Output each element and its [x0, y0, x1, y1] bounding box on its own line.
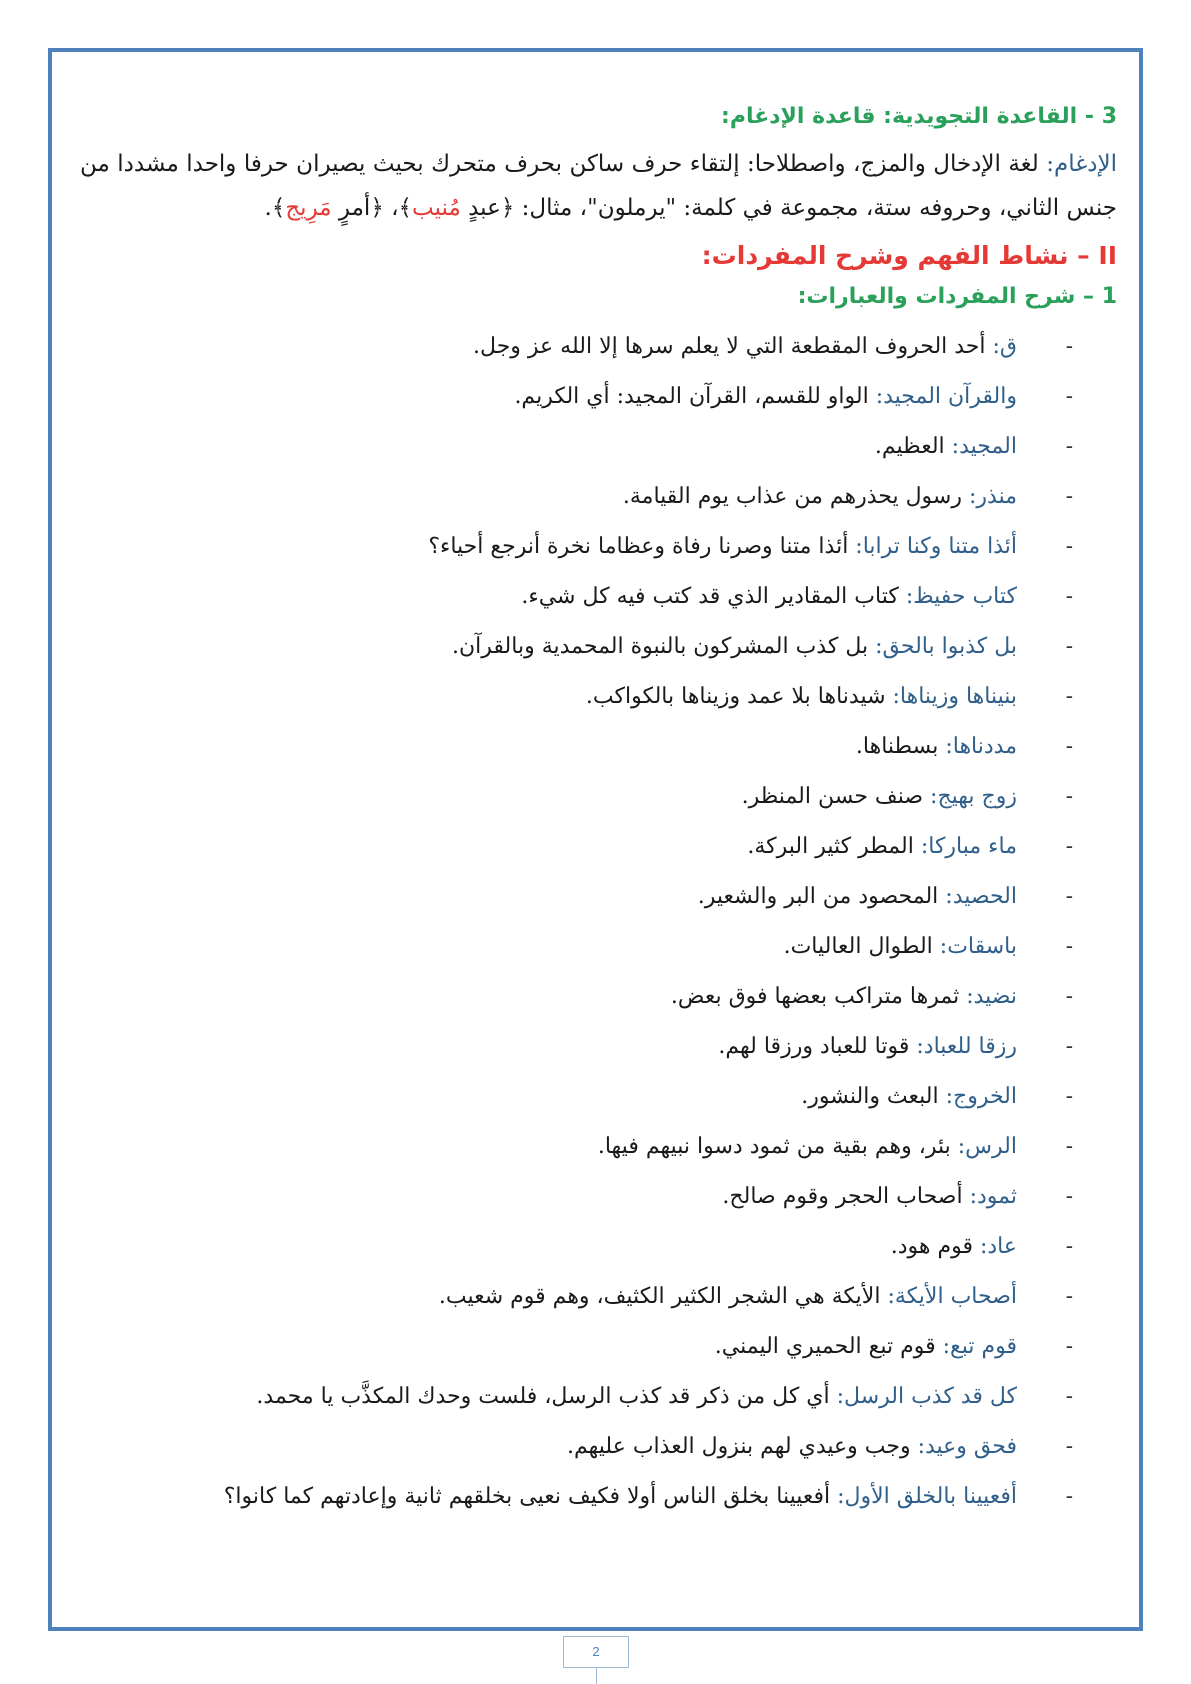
vocab-term: فحق وعيد:	[917, 1434, 1017, 1459]
vocab-definition: أصحاب الحجر وقوم صالح.	[722, 1184, 970, 1209]
list-dash: -	[1065, 484, 1073, 509]
vocab-item	[80, 1122, 1073, 1172]
vocab-term: كتاب حفيظ:	[905, 584, 1017, 609]
list-dash: -	[1065, 1034, 1073, 1059]
vocab-term: زوج بهيج:	[930, 784, 1017, 809]
list-dash: -	[1065, 984, 1073, 1009]
vocab-definition: المحصود من البر والشعير.	[697, 884, 946, 909]
example2-word2: مَرِيج	[285, 195, 339, 221]
list-dash: -	[1065, 384, 1073, 409]
vocab-term: أفعيينا بالخلق الأول:	[837, 1484, 1017, 1509]
idgham-text: لغة الإدخال والمزج، واصطلاحا: إلتقاء حرف ساكن بحرف متحرك بحيث يصيران حرفا واحدا مشددا من جنس الثاني، وحروفه ستة، مجموعة في كلمة: "يرملون"، مثال: ﴿	[80, 151, 1117, 221]
section-heading-idgham: 3 - القاعدة التجويدية: قاعدة الإدغام:	[721, 104, 1117, 129]
vocab-item	[80, 772, 1073, 822]
vocab-item	[80, 1022, 1073, 1072]
vocab-term: الحصيد:	[945, 884, 1017, 909]
vocab-definition: قوم هود.	[890, 1234, 980, 1259]
list-dash: -	[1065, 1234, 1073, 1259]
vocab-item	[80, 1472, 1073, 1522]
vocab-item	[80, 422, 1073, 472]
section-heading-comprehension: II – نشاط الفهم وشرح المفردات:	[701, 241, 1117, 270]
vocab-definition: ثمرها متراكب بعضها فوق بعض.	[670, 984, 967, 1009]
example1-word1: عبدٍ	[468, 195, 501, 221]
vocab-definition: بئر، وهم بقية من ثمود دسوا نبيهم فيها.	[597, 1134, 958, 1159]
vocab-item	[80, 522, 1073, 572]
vocab-item	[80, 872, 1073, 922]
vocab-definition: صنف حسن المنظر.	[741, 784, 931, 809]
page-number: 2	[563, 1636, 629, 1668]
example-separator: ﴾، ﴿	[370, 195, 412, 221]
vocab-term: الرس:	[957, 1134, 1017, 1159]
vocab-item	[80, 622, 1073, 672]
vocab-definition: قوتا للعباد ورزقا لهم.	[718, 1034, 917, 1059]
page-number-connector	[596, 1668, 597, 1684]
vocab-item	[80, 1372, 1073, 1422]
list-dash: -	[1065, 684, 1073, 709]
list-dash: -	[1065, 584, 1073, 609]
vocab-item	[80, 722, 1073, 772]
list-dash: -	[1065, 934, 1073, 959]
list-dash: -	[1065, 884, 1073, 909]
vocab-item	[80, 1222, 1073, 1272]
list-dash: -	[1065, 534, 1073, 559]
vocab-item	[80, 1322, 1073, 1372]
vocab-definition: الواو للقسم، القرآن المجيد: أي الكريم.	[514, 384, 876, 409]
vocab-definition: أفعيينا بخلق الناس أولا فكيف نعيى بخلقهم ثانية وإعادتهم كما كانوا؟	[223, 1484, 838, 1509]
subheading-vocabulary: 1 – شرح المفردات والعبارات:	[797, 284, 1117, 309]
vocab-definition: المطر كثير البركة.	[747, 834, 921, 859]
vocab-term: أصحاب الأيكة:	[887, 1284, 1017, 1309]
list-dash: -	[1065, 1084, 1073, 1109]
vocab-definition: البعث والنشور.	[801, 1084, 946, 1109]
vocab-item	[80, 322, 1073, 372]
vocab-term: بنيناها وزيناها:	[892, 684, 1017, 709]
vocab-item	[80, 1422, 1073, 1472]
list-dash: -	[1065, 1184, 1073, 1209]
vocab-item	[80, 1072, 1073, 1122]
vocab-item	[80, 972, 1073, 1022]
vocab-definition: رسول يحذرهم من عذاب يوم القيامة.	[622, 484, 969, 509]
vocab-definition: الطوال العاليات.	[783, 934, 940, 959]
vocab-definition: شيدناها بلا عمد وزيناها بالكواكب.	[585, 684, 893, 709]
vocab-definition: بسطناها.	[855, 734, 946, 759]
vocab-definition: وجب وعيدي لهم بنزول العذاب عليهم.	[567, 1434, 918, 1459]
vocab-term: منذر:	[968, 484, 1017, 509]
vocab-term: أئذا متنا وكنا ترابا:	[855, 534, 1017, 559]
vocab-term: رزقا للعباد:	[916, 1034, 1017, 1059]
vocab-term: قوم تبع:	[942, 1334, 1017, 1359]
vocab-definition: كتاب المقادير الذي قد كتب فيه كل شيء.	[521, 584, 906, 609]
vocab-term: ماء مباركا:	[920, 834, 1017, 859]
vocab-definition: قوم تبع الحميري اليمني.	[714, 1334, 943, 1359]
vocab-term: كل قد كذب الرسل:	[836, 1384, 1017, 1409]
idgham-term: الإدغام:	[1046, 151, 1117, 177]
vocab-definition: بل كذب المشركون بالنبوة المحمدية وبالقرآن.	[452, 634, 876, 659]
vocab-definition: الأيكة هي الشجر الكثير الكثيف، وهم قوم شعيب.	[438, 1284, 888, 1309]
list-dash: -	[1065, 1484, 1073, 1509]
vocab-item	[80, 1172, 1073, 1222]
list-dash: -	[1065, 334, 1073, 359]
list-dash: -	[1065, 1384, 1073, 1409]
list-dash: -	[1065, 734, 1073, 759]
vocab-term: مددناها:	[945, 734, 1017, 759]
vocab-term: والقرآن المجيد:	[875, 384, 1017, 409]
vocab-item	[80, 922, 1073, 972]
vocab-term: عاد:	[979, 1234, 1017, 1259]
list-dash: -	[1065, 1334, 1073, 1359]
vocab-item	[80, 672, 1073, 722]
list-dash: -	[1065, 434, 1073, 459]
vocab-term: المجيد:	[951, 434, 1017, 459]
example1-word2: مُنيب	[412, 195, 469, 221]
vocab-definition: أحد الحروف المقطعة التي لا يعلم سرها إلا الله عز وجل.	[473, 334, 993, 359]
vocab-definition: العظيم.	[874, 434, 952, 459]
page-content	[80, 100, 1117, 1522]
vocab-term: ثمود:	[969, 1184, 1017, 1209]
list-dash: -	[1065, 634, 1073, 659]
vocab-item	[80, 1272, 1073, 1322]
list-dash: -	[1065, 1284, 1073, 1309]
vocabulary-list	[80, 322, 1117, 1522]
vocab-term: ق:	[992, 334, 1017, 359]
idgham-definition	[80, 142, 1117, 230]
list-dash: -	[1065, 1134, 1073, 1159]
example2-word1: أمرٍ	[338, 195, 371, 221]
vocab-term: نضيد:	[966, 984, 1017, 1009]
vocab-term: بل كذبوا بالحق:	[875, 634, 1017, 659]
vocab-term: الخروج:	[945, 1084, 1017, 1109]
example-end: ﴾.	[264, 195, 286, 221]
vocab-term: باسقات:	[939, 934, 1017, 959]
vocab-item	[80, 372, 1073, 422]
vocab-definition: أئذا متنا وصرنا رفاة وعظاما نخرة أنرجع أحياء؟	[428, 534, 856, 559]
list-dash: -	[1065, 784, 1073, 809]
list-dash: -	[1065, 1434, 1073, 1459]
vocab-item	[80, 472, 1073, 522]
list-dash: -	[1065, 834, 1073, 859]
vocab-item	[80, 822, 1073, 872]
vocab-definition: أي كل من ذكر قد كذب الرسل، فلست وحدك المكذَّب يا محمد.	[256, 1384, 837, 1409]
vocab-item	[80, 572, 1073, 622]
